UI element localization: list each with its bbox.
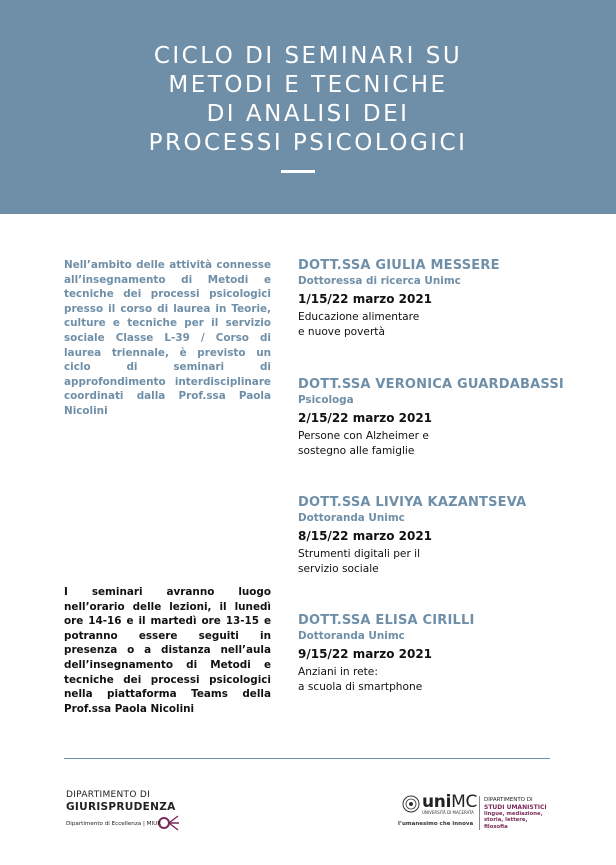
speaker-block [298,495,578,577]
seminar-date: 9/15/22 marzo 2021 [298,647,433,661]
speaker-block [298,377,578,459]
logo-dept-label: DIPARTIMENTO DI [66,790,151,800]
seminar-topic [298,429,578,459]
topic-line: sostegno alle famiglie [298,445,415,457]
speaker-name: DOTT.SSA LIVIYA KAZANTSEVA [298,495,527,510]
seminar-date: 2/15/22 marzo 2021 [298,411,433,425]
seminar-date: 8/15/22 marzo 2021 [298,529,433,543]
seminar-topic [298,547,578,577]
speaker-block [298,613,578,695]
unimc-brand [422,793,477,811]
speaker-role: Psicologa [298,394,354,406]
footer-divider [64,758,550,759]
header-banner [0,0,616,214]
topic-line: servizio sociale [298,563,379,575]
topic-line: e nuove povertà [298,326,385,338]
topic-line: a scuola di smartphone [298,681,423,693]
speaker-role: Dottoressa di ricerca Unimc [298,275,461,287]
topic-line: Persone con Alzheimer e [298,430,429,442]
logo-dept-name: GIURISPRUDENZA [66,801,176,813]
title-line: PROCESSI PSICOLOGICI [148,130,468,156]
speaker-name: DOTT.SSA ELISA CIRILLI [298,613,475,628]
unimc-subtitle: UNIVERSITÀ DI MACERATA [422,810,474,815]
giurisprudenza-logo [66,790,236,840]
speaker-block [298,258,578,340]
unimc-tagline: l’umanesimo che innova [398,821,474,827]
topic-line: Educazione alimentare [298,311,420,323]
intro-paragraph: Nell’ambito delle attività connesse all’insegnamento di Metodi e tecniche dei processi psicologici presso il corso di laurea in Teorie, culture e tecniche per il servizio sociale Classe L-39 / Corso di laurea triennale, è previsto un ciclo di seminari di approfondimento interdisciplinare coordinati dalla Prof.ssa Paola Nicolini [64,259,271,417]
logo-dept-excellence: Dipartimento di Eccellenza | MIUR [66,821,162,827]
schedule-paragraph: I seminari avranno luogo nell’orario delle lezioni, il lunedì ore 14-16 e il martedì ore 13-15 e potranno essere seguiti in presenza o a distanza nell’aula dell’insegnamento di Metodi e tecniche dei processi psicologici nella piattaforma Teams della Prof.ssa Paola Nicolini [64,586,271,715]
title-divider [281,170,315,173]
logo-separator [479,796,480,830]
speaker-name: DOTT.SSA GIULIA MESSERE [298,258,500,273]
topic-line: Anziani in rete: [298,666,378,678]
page-title [0,42,616,158]
speaker-role: Dottoranda Unimc [298,512,405,524]
unimc-brand-a: uni [422,792,452,812]
topic-line: Strumenti digitali per il [298,548,421,560]
seminar-topic [298,310,578,340]
university-seal-icon [402,795,420,813]
dept-subtitle: lingue, mediazione, storia, lettere, filosofia [484,811,543,830]
dept-label: DIPARTIMENTO DI [484,797,533,803]
title-line: DI ANALISI DEI [206,101,410,127]
unimc-brand-b: MC [451,792,478,812]
dept-name: STUDI UMANISTICI [484,804,547,811]
speaker-role: Dottoranda Unimc [298,630,405,642]
unimc-logo [398,793,558,833]
seminar-topic [298,665,578,695]
seminar-date: 1/15/22 marzo 2021 [298,292,433,306]
title-line: METODI E TECNICHE [168,72,448,98]
title-line: CICLO DI SEMINARI SU [153,43,463,69]
speaker-name: DOTT.SSA VERONICA GUARDABASSI [298,377,564,392]
